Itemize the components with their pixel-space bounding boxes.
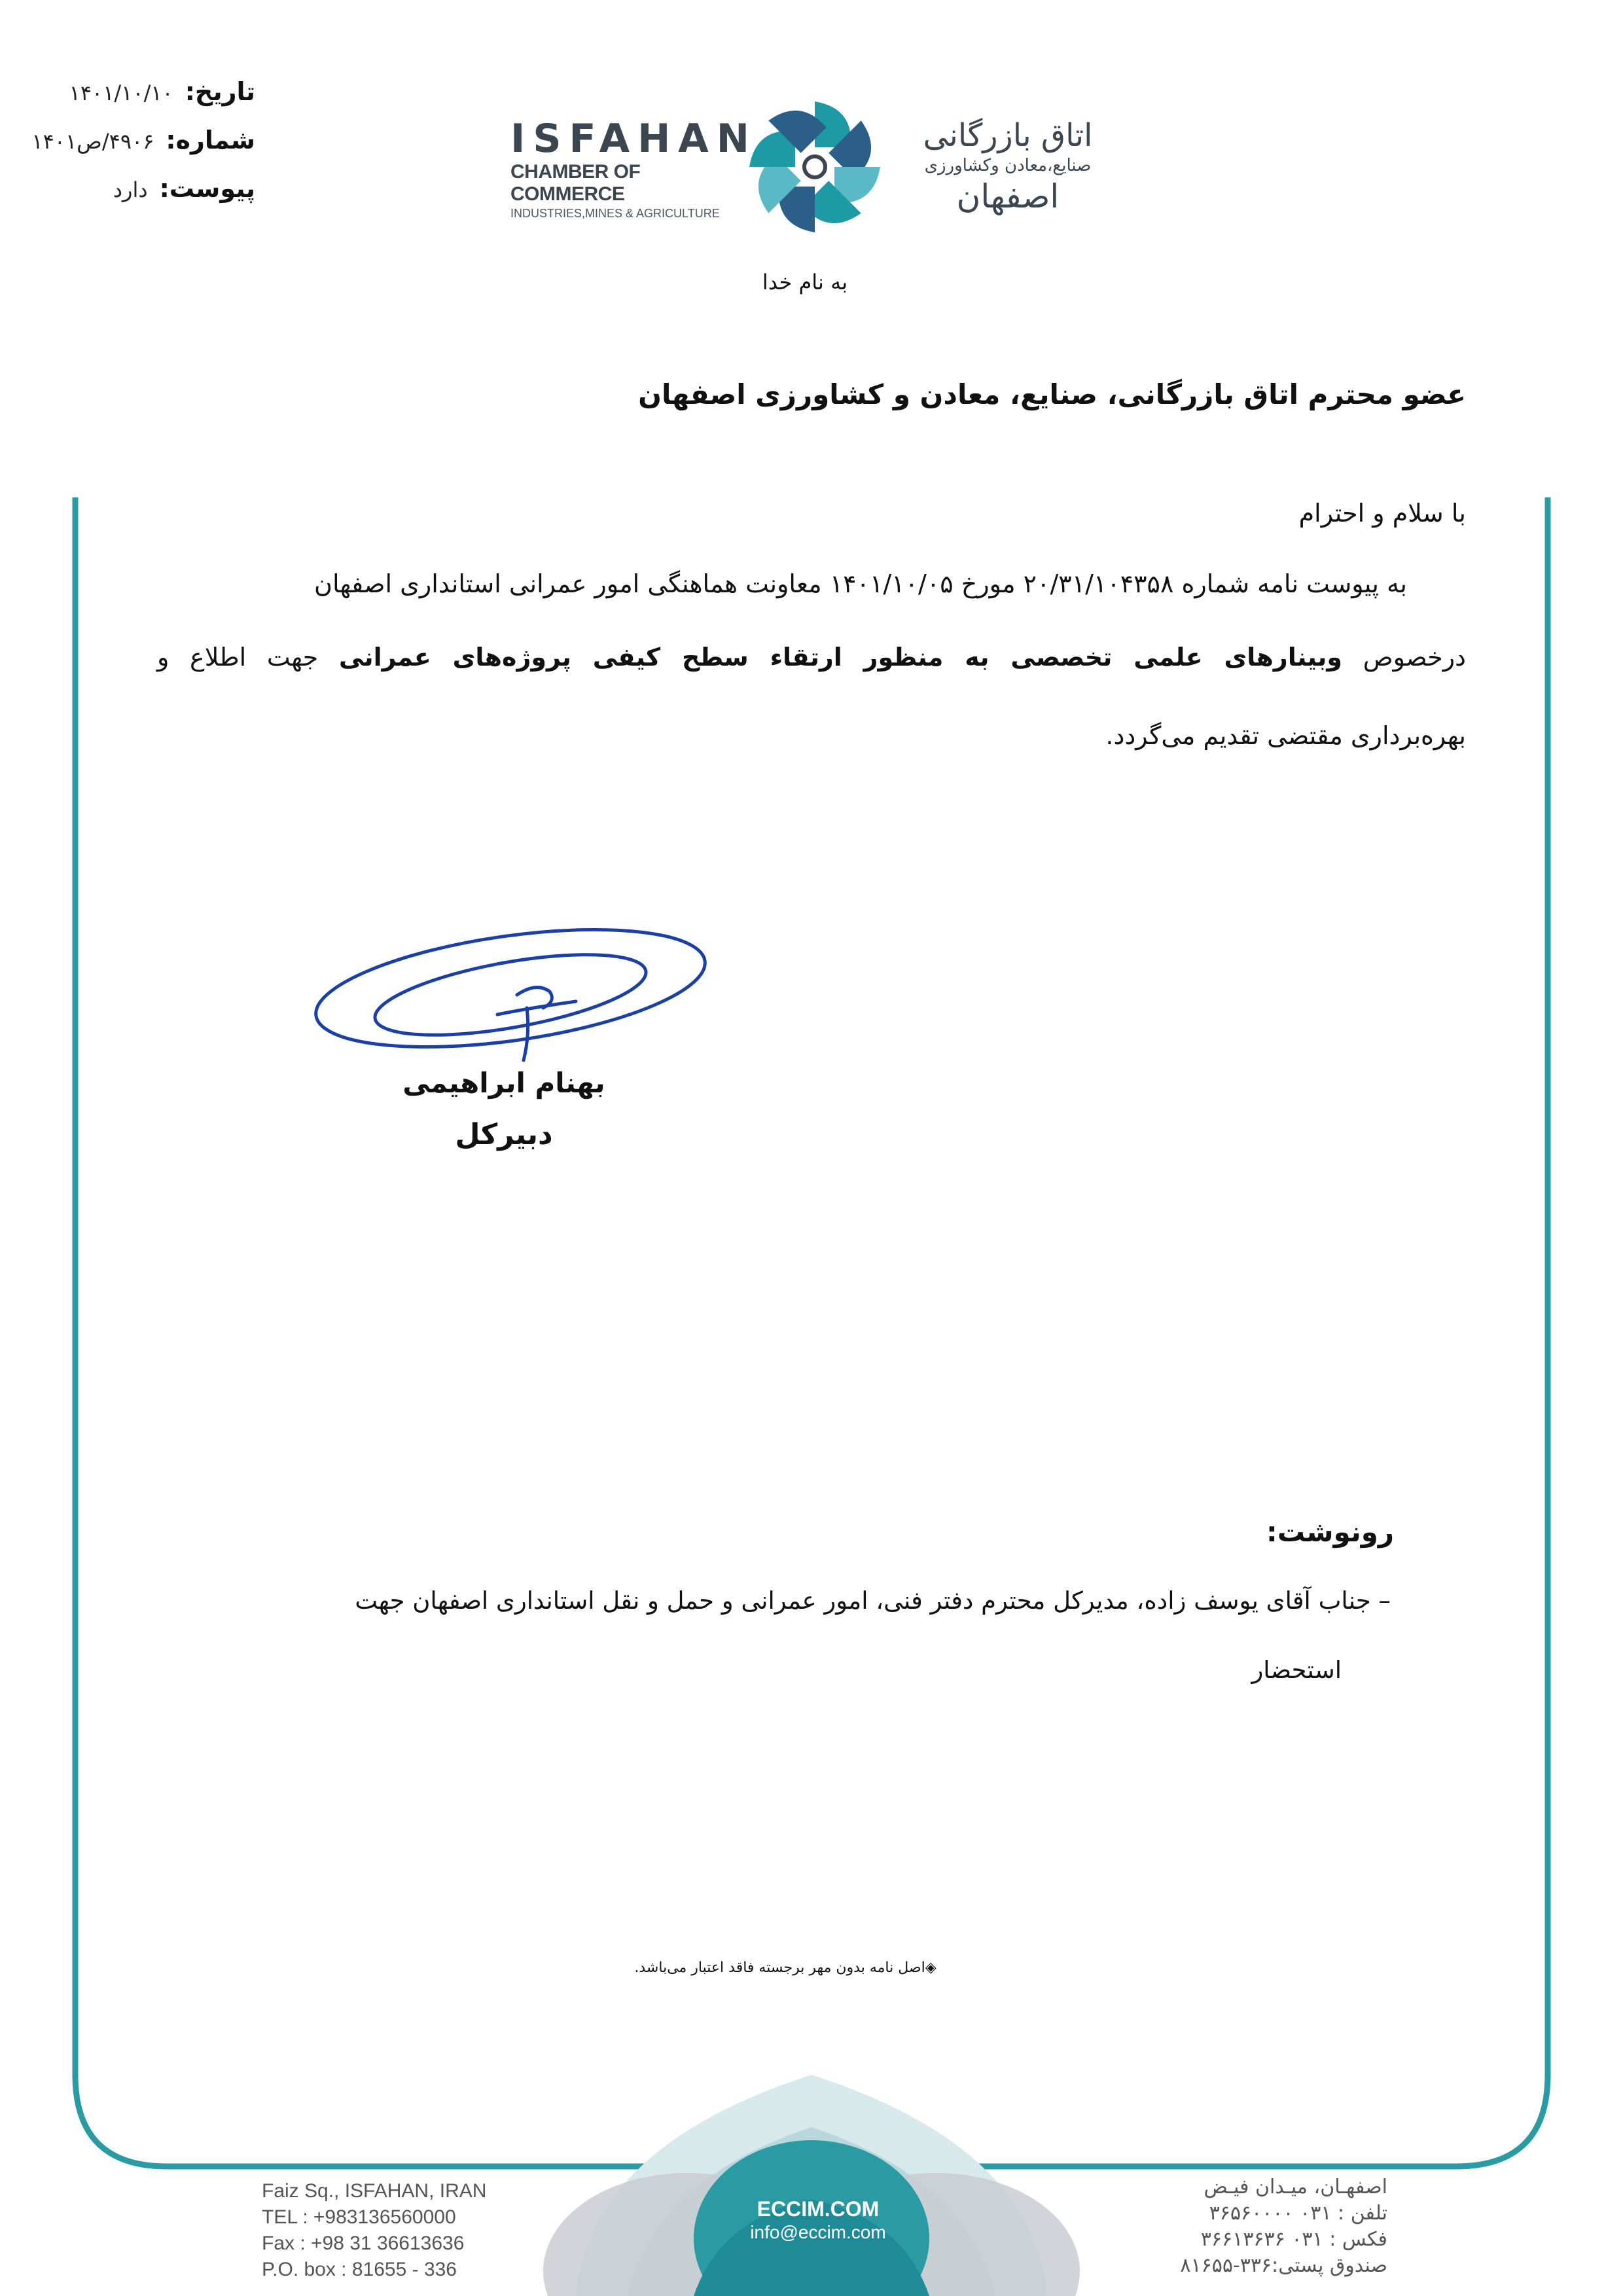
greeting: با سلام و احترام (1298, 499, 1466, 528)
logo-english-text (510, 116, 757, 221)
date-value: ۱۴۰۱/۱۰/۱۰ (69, 81, 173, 105)
footer-website[interactable]: ECCIM.COM (757, 2197, 880, 2221)
recipient-heading: عضو محترم اتاق بازرگانی، صنایع، معادن و کشاورزی اصفهان (638, 378, 1466, 410)
footer-en-pobox: P.O. box : 81655 - 336 (262, 2259, 457, 2280)
number-row (31, 126, 255, 154)
date-row (69, 77, 255, 106)
footer-fa-address: اصفهـان، میـدان فیـض (1204, 2176, 1387, 2198)
signatory-name: بهنام ابراهیمی (402, 1067, 605, 1099)
footer-english-contact (262, 2178, 524, 2283)
eccim-logo-icon (746, 98, 883, 236)
body-line-2-bold: وبینارهای علمی تخصصی به منظور ارتقاء سطح کیفی پروژه‌های عمرانی (338, 643, 1342, 672)
seal-validity-note: ◈اصل نامه بدون مهر برجسته فاقد اعتبار می‌باشد. (634, 1960, 936, 1976)
logo-en-line3: INDUSTRIES,MINES & AGRICULTURE (510, 207, 720, 220)
body-line-2 (157, 643, 1466, 672)
attachment-row (113, 174, 255, 203)
logo-fa-line2: صنایع،معادن وکشاورزی (924, 156, 1092, 175)
invocation: به نام خدا (762, 270, 848, 295)
footer-email[interactable]: info@eccim.com (750, 2222, 886, 2242)
logo-fa-line1: اتاق بازرگانی (923, 117, 1093, 154)
cc-line-1: – جناب آقای یوسف زاده، مدیرکل محترم دفتر فنی، امور عمرانی و حمل و نقل استانداری اصفهان جهت (355, 1587, 1391, 1615)
footer-emblem (543, 2075, 1080, 2296)
cc-heading: رونوشت: (1266, 1516, 1394, 1548)
footer-en-fax: Fax : +98 31 36613636 (262, 2233, 465, 2254)
body-line-2-start: درخصوص (1363, 643, 1466, 672)
logo-persian-text (890, 117, 1126, 216)
date-label: تاریخ: (185, 77, 255, 106)
cc-line-2: استحضار (1251, 1656, 1342, 1684)
body-line-3: بهره‌برداری مقتضی تقدیم می‌گردد. (1105, 721, 1466, 750)
attachment-label: پیوست: (159, 174, 255, 203)
body-line-1: به پیوست نامه شماره ۲۰/۳۱/۱۰۴۳۵۸ مورخ ۱۴۰۱/۱۰/۰۵ معاونت هماهنگی امور عمرانی استانداری اصفهان (314, 569, 1407, 598)
footer-fa-pobox: صندوق پستی:۳۳۶-۸۱۶۵۵ (1180, 2254, 1387, 2277)
attachment-value: دارد (113, 177, 148, 202)
logo-en-line1: ISFAHAN (510, 116, 757, 162)
signatory-title: دبیرکل (455, 1118, 553, 1151)
footer-en-tel: TEL : +983136560000 (262, 2206, 456, 2228)
footer-web-block (720, 2197, 916, 2244)
footer-fa-tel: تلفن : ۰۳۱ ۳۶۵۶۰۰۰۰ (1209, 2202, 1387, 2225)
body-line-2-end: جهت اطلاع و (157, 643, 319, 672)
logo-en-line2: CHAMBER OF COMMERCE (510, 161, 641, 205)
number-label: شماره: (166, 126, 255, 154)
footer-fa-fax: فکس : ۰۳۱ ۳۶۶۱۳۶۳۶ (1200, 2228, 1387, 2251)
logo-fa-line3: اصفهان (956, 177, 1060, 215)
number-value: ۴۹۰۶/ص۱۴۰۱ (31, 129, 154, 154)
footer-en-address: Faiz Sq., ISFAHAN, IRAN (262, 2180, 487, 2202)
handwritten-signature (301, 910, 720, 1080)
footer-persian-contact (1113, 2174, 1387, 2279)
